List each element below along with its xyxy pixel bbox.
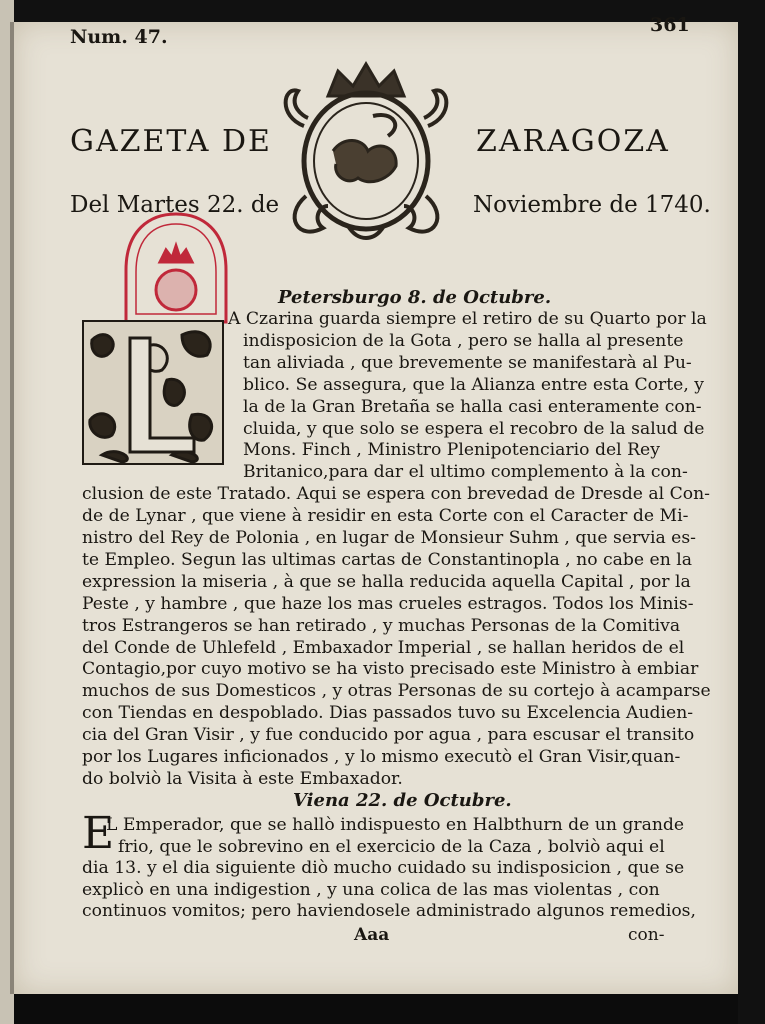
page-bottom-edge <box>14 994 738 1024</box>
dateline-petersburgo: Petersburgo 8. de Octubre. <box>278 287 552 308</box>
coat-of-arms-emblem <box>278 56 454 242</box>
page-number: 361 <box>650 14 690 36</box>
text-line: Mons. Finch , Ministro Plenipotenciario del Rey <box>243 440 660 461</box>
text-line: Peste , y hambre , que haze los mas crueles estragos. Todos los Minis- <box>82 593 694 614</box>
text-line: clusion de este Tratado. Aqui se espera con brevedad de Dresde al Con- <box>82 484 710 505</box>
text-line: frio, que le sobrevino en el exercicio de la Caza , bolviò aqui el <box>118 836 665 857</box>
text-line: te Empleo. Segun las ultimas cartas de Constantinopla , no cabe en la <box>82 549 692 570</box>
text-line: do bolviò la Visita à este Embaxador. <box>82 768 403 789</box>
text-line: de de Lynar , que viene à residir en esta Corte con el Caracter de Mi- <box>82 506 689 527</box>
initial-E: E <box>82 808 115 859</box>
text-line: con Tiendas en despoblado. Dias passados tuvo su Excelencia Audien- <box>82 703 694 724</box>
text-line: del Conde de Uhlefeld , Embaxador Imperial , se hallan heridos de el <box>82 637 685 658</box>
text-line: cluida, y que solo se espera el recobro de la salud de <box>243 418 705 439</box>
text-line: muchos de sus Domesticos , y otras Personas de su cortejo à acamparse <box>82 681 711 702</box>
text-line: la de la Gran Bretaña se halla casi enteramente con- <box>243 396 702 417</box>
text-line: explicò en una indigestion , y una colica de las mas violentas , con <box>82 879 660 900</box>
text-line: blico. Se assegura, que la Alianza entre esta Corte, y <box>243 374 704 395</box>
text-line: expression la miseria , à que se halla reducida aquella Capital , por la <box>82 571 691 592</box>
text-line: tros Estrangeros se han retirado , y muchas Personas de la Comitiva <box>82 615 681 636</box>
text-line: por los Lugares inficionados , y lo mismo executò el Gran Visir,quan- <box>82 747 681 767</box>
text-line: tan aliviada , que brevemente se manifestarà al Pu- <box>243 352 692 373</box>
signature-mark: Aaa <box>354 925 390 945</box>
issue-date-left: Del Martes 22. de <box>70 192 280 218</box>
masthead-title-right: ZARAGOZA <box>476 124 670 159</box>
text-line: Britanico,para dar el ultimo complemento à la con- <box>243 462 688 483</box>
dateline-viena: Viena 22. de Octubre. <box>293 790 512 811</box>
catchword: con- <box>628 925 665 945</box>
issue-number: Num. 47. <box>70 26 168 48</box>
text-line: A Czarina guarda siempre el retiro de su Quarto por la <box>228 309 707 329</box>
text-line: cia del Gran Visir , y fue conducido por agua , para escusar el transito <box>82 725 695 746</box>
text-line: nistro del Rey de Polonia , en lugar de Monsieur Suhm , que servia es- <box>82 528 696 548</box>
text-line: continuos vomitos; pero haviendosele administrado algunos remedios, <box>82 901 696 921</box>
masthead-title-left: GAZETA DE <box>70 124 272 159</box>
decorative-initial-L <box>82 320 224 465</box>
text-line: indisposicion de la Gota , pero se halla al presente <box>243 330 684 351</box>
text-line: Contagio,por cuyo motivo se ha visto precisado este Ministro à embiar <box>82 659 699 680</box>
text-line: dia 13. y el dia siguiente diò mucho cuidado su indisposicion , que se <box>82 858 685 878</box>
library-stamp <box>120 210 232 326</box>
text-line: L Emperador, que se hallò indispuesto en Halbthurn de un grande <box>106 815 685 835</box>
issue-date-right: Noviembre de 1740. <box>473 192 711 218</box>
